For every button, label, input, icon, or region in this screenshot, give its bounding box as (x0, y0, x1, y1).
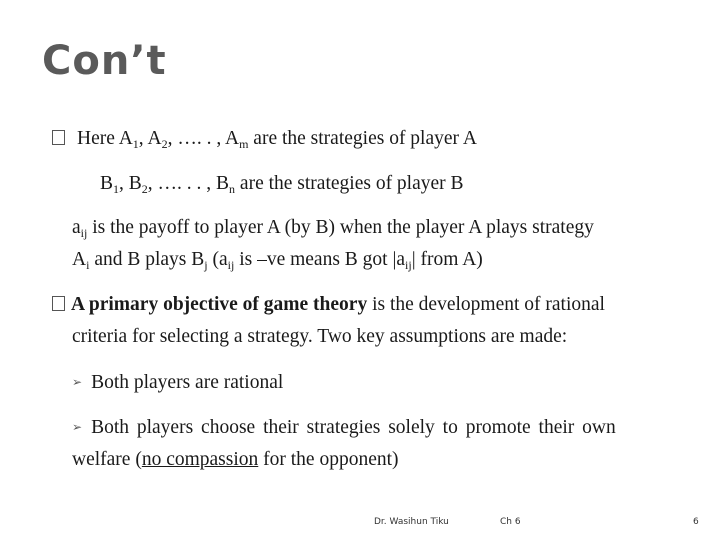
checkbox-bullet-icon (52, 130, 65, 145)
no-compassion-text: no compassion (141, 449, 259, 470)
payoff-line-2: $A_i$ and B plays $B_j$ ($a_{ij}$ is –ve means B got $|a_{ij}|$ from A) (72, 249, 483, 272)
payoff-line-1: $a_{ij}$ is the payoff to player A (by B) when the player A plays strategy (72, 217, 594, 240)
footer-author: Dr. Wasihun Tiku (374, 517, 449, 527)
sub-bullet-2-line-2: welfare (no compassion for the opponent) (72, 449, 399, 470)
bullet-2-line-2: criteria for selecting a strategy. Two key assumptions are made: (72, 326, 568, 347)
footer-page-number: 6 (693, 517, 699, 527)
sub-bullet-2-line-1: ➢ Both players choose their strategies solely to promote their own (72, 417, 616, 438)
arrow-bullet-icon: ➢ (72, 375, 83, 389)
bullet-2-line-1: A primary objective of game theory is the development of rational (52, 293, 605, 317)
footer-chapter: Ch 6 (500, 517, 521, 527)
bullet-1-line-1: Here $A_1$, $A_2$, …. . , $A_m$ are the strategies of player A (52, 127, 477, 151)
a-strategy-list: $A_1$, $A_2$, …. . , $A_m$ (118, 128, 249, 151)
checkbox-bullet-icon (52, 296, 65, 311)
sub-bullet-1: ➢ Both players are rational (72, 372, 284, 393)
slide-title: Con’t (42, 38, 167, 84)
arrow-bullet-icon: ➢ (72, 420, 83, 434)
b-strategies-line: $B_1$, $B_2$, …. . . , $B_n$ are the strategies of player B (100, 173, 464, 196)
